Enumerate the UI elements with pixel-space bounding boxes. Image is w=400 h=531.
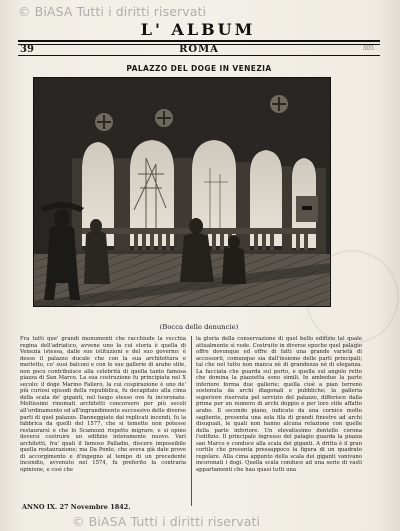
watermark-top: © BiASA Tutti i diritti riservati — [18, 4, 207, 19]
article-column-left: Fra tutti que' grandi monumenti che racchiude la vecchia regina dell'adriatico, avvene uno la cui storia è quella di Venezia istessa, dalle sue istituzioni e del suo governo: è desso il palazzo ducale che con la sua architettura e merletto, co' suoi balconi e con le sue gallerie di arabo stile, non poco contribuisce alla celebrità di quella tanto famosa piazza di San Marco. La sua costruzione fu principiata nel X secolo: il doge Marino Faliero, la cui cospirazione è uno de' più curiosi episodi della repubblica, fu decapitato alla cima della scala de' giganti, nel luogo stesso ove fu incoronato. Moltissimi rinomati architetti concorsero per più secoli all'ordinamento ed all'ingrandimento successivo delle diverse parti di quel palazzo. Danneggiato dai replicati incendi, fu la fabbrica da quelli del 1577, che si temette non potesse restaurarsi e che lo Scamozzi rispetto migrare, e si opino doversi costruire un edifizio interamente nuovo. Vari architetti, fra' quali il famoso Palladio, discere impossibile quella restaurazione; ma Da Ponte, che aveva già date prove di accorgimento e d'ingegno al tempo di un precedente incendio, avvenuto nel 1574, fu preferito la contraria opinione, e così che — [20, 336, 186, 473]
engraving-illustration — [33, 77, 331, 307]
page-number-right: 305 — [362, 45, 374, 52]
column-divider — [191, 336, 192, 506]
masthead-title: L' ALBUM — [140, 20, 256, 39]
article-body — [20, 336, 362, 506]
watermark-bottom: © BiASA Tutti i diritti riservati — [72, 514, 261, 529]
header-rule-bottom — [18, 55, 380, 56]
image-caption: (Bocca delle denuncie) — [159, 323, 239, 331]
page-number: 39 — [20, 44, 34, 55]
article-title: PALAZZO DEL DOGE IN VENEZIA — [126, 64, 272, 73]
engraving-svg — [34, 78, 330, 306]
masthead-rule-top — [18, 40, 380, 42]
issue-dateline: ANNO IX. 27 Novembre 1842. — [22, 503, 131, 511]
article-column-right: la gloria della conservazione di quel bello edifizio tal quale attualmente si vede. Costruito in diverse epoche quel palagio offre dovunque ed offre di fatti una grande varietà di accessorii, comunque sia dall'insieme delle parti principali; tal che nel tutto non manca nè di grandezza nè di eleganza. La facciata che guarda sul porto, e quella sul angolo retto che domina la piazzetta sono simili. In ambedue la parte inferiore forma due gallerie; quella cioè a pian terreno sostenuta da archi diagonali e pubbliche; la galleria superiore riservata pel servizio del palazzo, differisce dalla prima per un numero di archi doppio e per loro stile affatto arabo. Il secondo piano, indicato da una cornice molto sagliente, presenta una sola fila di grandi finestre ad archi disuguali, le quali non hanno alcuna relazione con quelle della parte inferiore. Un elevatissimo dentello corona l'edifizio. Il principale ingresso del palagio guarda la piazza san Marco e conduce alla scala dei giganti. A dritta è il gran cortile che presenta pressappoco la figura di un quadrato regolare. Alla cima appunto della scala dei giganti vanivano incoronati i dogi. Quella scala conduce ad una serie di vasti appartamenti che hau quasi tutti una — [196, 336, 362, 473]
city-name: ROMA — [179, 44, 219, 55]
